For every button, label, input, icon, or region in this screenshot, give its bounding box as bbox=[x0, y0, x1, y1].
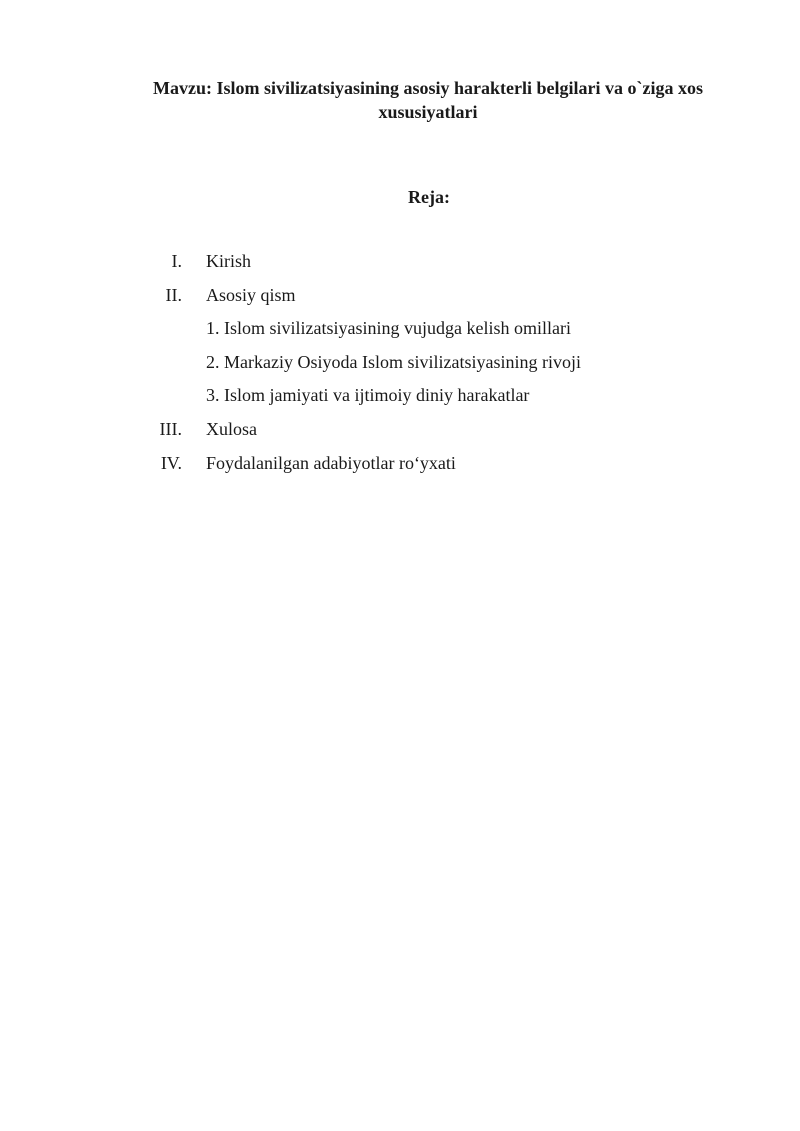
outline-subitem bbox=[0, 350, 800, 384]
outline-subitem bbox=[0, 383, 800, 417]
outline-item bbox=[0, 283, 800, 317]
outline-numeral: I. bbox=[171, 251, 182, 271]
outline-item bbox=[0, 451, 800, 485]
outline-text: 2. Markaziy Osiyoda Islom sivilizatsiyasining rivoji bbox=[206, 351, 581, 372]
outline-text: Xulosa bbox=[206, 418, 257, 439]
plan-outline bbox=[0, 249, 800, 484]
plan-heading: Reja: bbox=[408, 187, 450, 207]
outline-numeral: II. bbox=[165, 284, 182, 305]
outline-item bbox=[0, 249, 800, 283]
outline-text: 3. Islom jamiyati va ijtimoiy diniy harakatlar bbox=[206, 385, 530, 406]
document-title: Mavzu: Islom sivilizatsiyasining asosiy harakterli belgilari va o`ziga xos xususiyatlari bbox=[153, 78, 703, 122]
outline-numeral: III. bbox=[159, 418, 182, 439]
outline-text: 1. Islom sivilizatsiyasining vujudga kelish omillari bbox=[206, 318, 571, 339]
outline-item bbox=[0, 417, 800, 451]
outline-text: Asosiy qism bbox=[206, 284, 296, 305]
outline-text: Foydalanilgan adabiyotlar ro‘yxati bbox=[206, 452, 456, 473]
outline-text: Kirish bbox=[206, 251, 251, 271]
outline-subitem bbox=[0, 316, 800, 350]
outline-numeral: IV. bbox=[160, 452, 182, 473]
